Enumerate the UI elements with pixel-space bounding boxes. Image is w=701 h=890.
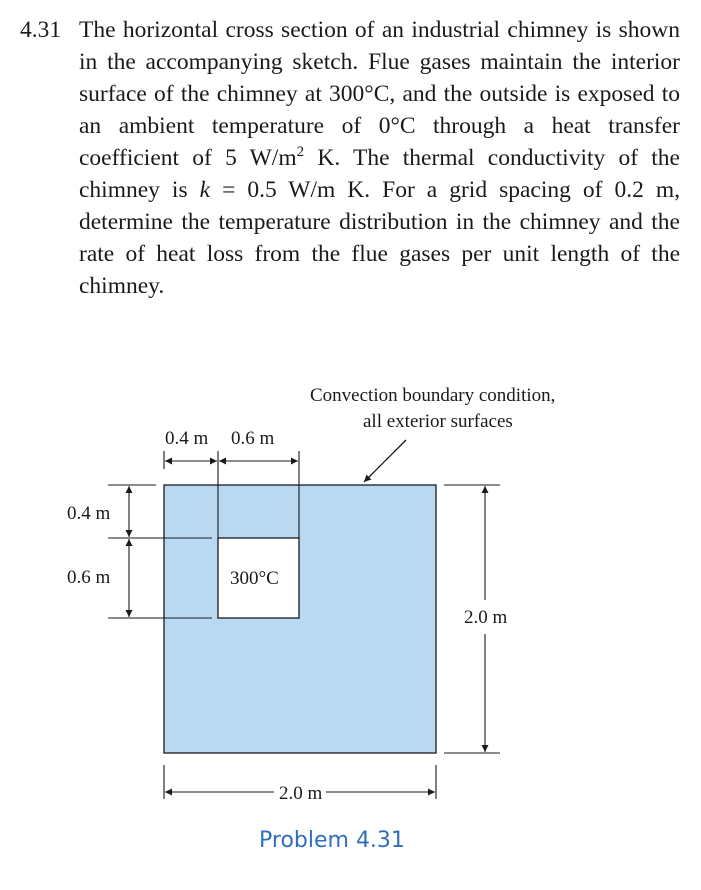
dim-right-label: 2.0 m	[464, 607, 508, 628]
annotation-arrow	[364, 440, 406, 482]
problem-number: 4.31	[20, 17, 62, 43]
dim-left-bottom-label: 0.6 m	[67, 567, 111, 588]
problem-text-part1: The horizontal cross section of an industrial chimney is shown in the accompanying sketch. Flue gases maintain the interior surface of the chimney at 300°C, and the outside is exposed to an ambient temperature of 0°C through a heat transfer coefficient of 5 W/m	[79, 17, 680, 171]
annotation-line-2: all exterior surfaces	[363, 411, 513, 432]
dim-bottom-label: 2.0 m	[279, 783, 323, 804]
inner-temperature-label: 300°C	[230, 568, 279, 589]
problem-text-part2: K. The thermal conductivity of the chimney is	[79, 145, 680, 203]
figure-caption: Problem 4.31	[259, 828, 405, 853]
problem-text-part3: = 0.5 W/m K. For a grid spacing of 0.2 m, determine the temperature distribution in the chimney and the rate of heat loss from the flue gases per unit length of the chimney.	[79, 177, 681, 299]
dim-top-left-label: 0.4 m	[165, 428, 209, 449]
superscript-2: 2	[296, 144, 305, 161]
chimney-outer-square	[164, 485, 436, 753]
k-symbol: k	[199, 177, 211, 203]
dim-top-right-label: 0.6 m	[231, 428, 275, 449]
dim-left-top-label: 0.4 m	[67, 503, 111, 524]
annotation-line-1: Convection boundary condition,	[310, 385, 556, 406]
